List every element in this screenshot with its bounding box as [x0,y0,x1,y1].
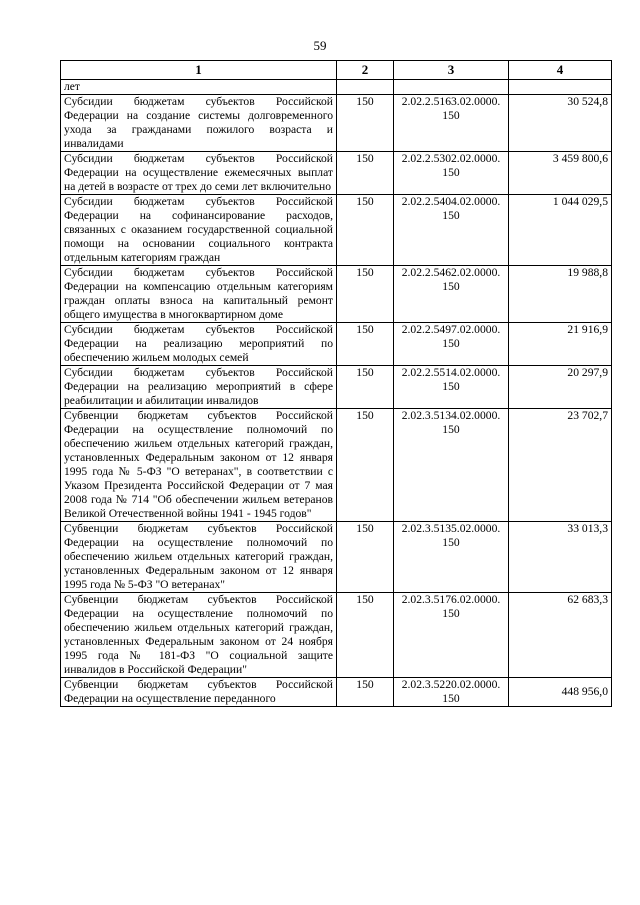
row-amount: 21 916,9 [509,323,612,366]
row-name: Субсидии бюджетам субъектов Российской Федерации на создание системы долговременного ухода за гражданами пожилого возраста и инвалидами [61,95,337,152]
row-code: 150 [337,323,394,366]
header-col-2: 2 [337,61,394,80]
table-row [61,522,612,593]
row-code: 150 [337,266,394,323]
row-amount: 20 297,9 [509,366,612,409]
row-budget-code: 2.02.3.5176.02.0000. 150 [394,593,509,678]
continuation-text: лет [61,80,337,95]
row-name: Субвенции бюджетам субъектов Российской Федерации на осуществление полномочий по обеспечению жильем отдельных категорий граждан, установленных Федеральным законом от 12 января 1995 года № 5-ФЗ "О ветеранах" [61,522,337,593]
table-row [61,152,612,195]
row-amount: 23 702,7 [509,409,612,522]
table-row [61,95,612,152]
table-row [61,195,612,266]
row-budget-code: 2.02.3.5220.02.0000. 150 [394,678,509,707]
row-budget-code: 2.02.2.5404.02.0000. 150 [394,195,509,266]
empty-cell [337,80,394,95]
page-number: 59 [313,38,327,53]
row-amount: 19 988,8 [509,266,612,323]
row-amount: 448 956,0 [509,678,612,707]
row-code: 150 [337,522,394,593]
table-row [61,266,612,323]
row-budget-code: 2.02.2.5302.02.0000. 150 [394,152,509,195]
table-row [61,678,612,707]
row-budget-code: 2.02.3.5135.02.0000. 150 [394,522,509,593]
row-name: Субвенции бюджетам субъектов Российской Федерации на осуществление полномочий по обеспечению жильем отдельных категорий граждан, установленных Федеральным законом от 12 января 1995 года № 5-ФЗ "О ветеранах", в соответствии с Указом Президента Российской Федерации от 7 мая 2008 года № 714 "Об обеспечении жильем ветеранов Великой Отечественной войны 1941 - 1945 годов" [61,409,337,522]
header-col-3: 3 [394,61,509,80]
row-amount: 62 683,3 [509,593,612,678]
row-code: 150 [337,195,394,266]
empty-cell [394,80,509,95]
row-name: Субсидии бюджетам субъектов Российской Федерации на софинансирование расходов, связанных с оказанием государственной социальной помощи на основании социального контракта отдельным категориям граждан [61,195,337,266]
header-col-4: 4 [509,61,612,80]
budget-table [60,60,612,707]
row-budget-code: 2.02.2.5462.02.0000. 150 [394,266,509,323]
table-row [61,323,612,366]
row-name: Субсидии бюджетам субъектов Российской Федерации на компенсацию отдельным категориям граждан оплаты взноса на капитальный ремонт общего имущества в многоквартирном доме [61,266,337,323]
continuation-row [61,80,612,95]
row-budget-code: 2.02.2.5497.02.0000. 150 [394,323,509,366]
row-code: 150 [337,593,394,678]
header-col-1: 1 [61,61,337,80]
row-budget-code: 2.02.2.5514.02.0000. 150 [394,366,509,409]
row-budget-code: 2.02.3.5134.02.0000. 150 [394,409,509,522]
table-row [61,409,612,522]
row-amount: 1 044 029,5 [509,195,612,266]
header-row [61,61,612,80]
row-name: Субвенции бюджетам субъектов Российской Федерации на осуществление переданного [61,678,337,707]
row-code: 150 [337,152,394,195]
table-row [61,593,612,678]
empty-cell [509,80,612,95]
row-name: Субсидии бюджетам субъектов Российской Федерации на осуществление ежемесячных выплат на детей в возрасте от трех до семи лет включительно [61,152,337,195]
row-name: Субвенции бюджетам субъектов Российской Федерации на осуществление полномочий по обеспечению жильем отдельных категорий граждан, установленных Федеральным законом от 24 ноября 1995 года № 181-ФЗ "О социальной защите инвалидов в Российской Федерации" [61,593,337,678]
table-row [61,366,612,409]
row-code: 150 [337,366,394,409]
row-amount: 3 459 800,6 [509,152,612,195]
row-amount: 30 524,8 [509,95,612,152]
row-name: Субсидии бюджетам субъектов Российской Федерации на реализацию мероприятий по обеспечению жильем молодых семей [61,323,337,366]
row-code: 150 [337,678,394,707]
row-code: 150 [337,95,394,152]
row-budget-code: 2.02.2.5163.02.0000. 150 [394,95,509,152]
row-name: Субсидии бюджетам субъектов Российской Федерации на реализацию мероприятий в сфере реабилитации и абилитации инвалидов [61,366,337,409]
row-amount: 33 013,3 [509,522,612,593]
row-code: 150 [337,409,394,522]
